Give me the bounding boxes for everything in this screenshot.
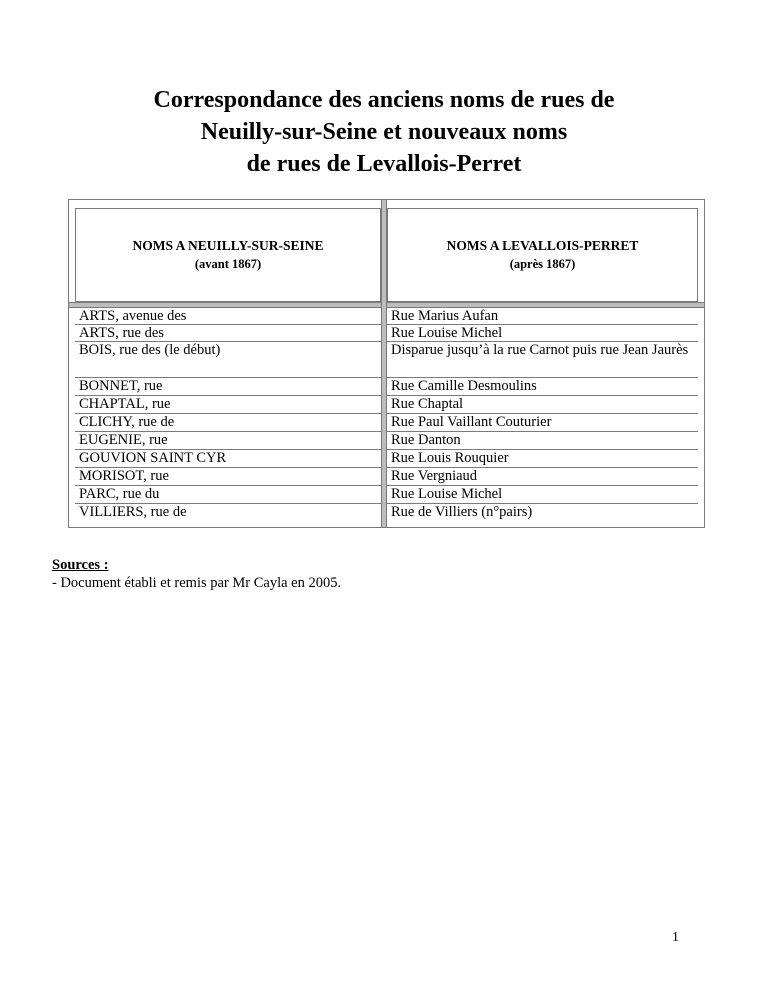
table-row (75, 504, 381, 522)
old-name-cell: GOUVION SAINT CYR (79, 450, 227, 466)
new-name-cell: Rue Vergniaud (391, 468, 478, 484)
right-header-title: NOMS A LEVALLOIS-PERRET (446, 238, 639, 253)
table-row (75, 432, 381, 450)
old-name-cell: PARC, rue du (79, 486, 160, 502)
table-row (387, 308, 698, 325)
table-row (387, 396, 698, 414)
table-row (387, 378, 698, 396)
old-name-cell: ARTS, avenue des (79, 308, 187, 324)
old-name-cell: CHAPTAL, rue (79, 396, 171, 412)
table-row (75, 325, 381, 342)
old-name-cell: VILLIERS, rue de (79, 504, 187, 520)
new-name-cell: Disparue jusqu’à la rue Carnot puis rue Jean Jaurès (391, 342, 689, 358)
table-row (387, 432, 698, 450)
new-name-cell: Rue Camille Desmoulins (391, 378, 537, 394)
left-header-title: NOMS A NEUILLY-SUR-SEINE (132, 238, 324, 253)
title-line-1: Correspondance des anciens noms de rues de (153, 87, 615, 113)
new-name-cell: Rue Danton (391, 432, 461, 448)
sources-section (52, 556, 341, 592)
right-header-subtitle: (après 1867) (509, 257, 576, 271)
new-name-cell: Rue de Villiers (n°pairs) (391, 504, 533, 520)
left-column-header (75, 208, 381, 302)
new-name-cell: Rue Louise Michel (391, 325, 503, 341)
table-row (387, 325, 698, 342)
new-name-cell: Rue Louise Michel (391, 486, 503, 502)
old-name-cell: EUGENIE, rue (79, 432, 168, 448)
page-title (0, 84, 768, 180)
sources-heading: Sources : (52, 557, 109, 573)
new-name-cell: Rue Louis Rouquier (391, 450, 509, 466)
table-row (387, 414, 698, 432)
table-row (75, 450, 381, 468)
table-row (387, 504, 698, 522)
right-column-header (387, 208, 698, 302)
table-row (387, 468, 698, 486)
correspondence-table (68, 199, 705, 528)
sources-line: - Document établi et remis par Mr Cayla en 2005. (52, 575, 342, 591)
table-row (75, 486, 381, 504)
table-row (387, 342, 698, 378)
old-name-cell: MORISOT, rue (79, 468, 169, 484)
page-number: 1 (672, 930, 679, 945)
table-row (75, 342, 381, 378)
old-names-column (75, 308, 381, 522)
left-header-subtitle: (avant 1867) (194, 257, 262, 271)
new-name-cell: Rue Paul Vaillant Couturier (391, 414, 552, 430)
table-row (387, 450, 698, 468)
old-name-cell: ARTS, rue des (79, 325, 164, 341)
old-name-cell: BONNET, rue (79, 378, 163, 394)
title-line-2: Neuilly-sur-Seine et nouveaux noms (200, 119, 568, 145)
table-row (75, 378, 381, 396)
new-name-cell: Rue Chaptal (391, 396, 464, 412)
table-row (75, 396, 381, 414)
new-name-cell: Rue Marius Aufan (391, 308, 499, 324)
old-name-cell: CLICHY, rue de (79, 414, 175, 430)
title-line-3: de rues de Levallois-Perret (246, 151, 522, 177)
table-row (75, 308, 381, 325)
table-row (387, 486, 698, 504)
old-name-cell: BOIS, rue des (le début) (79, 342, 221, 358)
new-names-column (387, 308, 698, 522)
table-row (75, 468, 381, 486)
table-row (75, 414, 381, 432)
